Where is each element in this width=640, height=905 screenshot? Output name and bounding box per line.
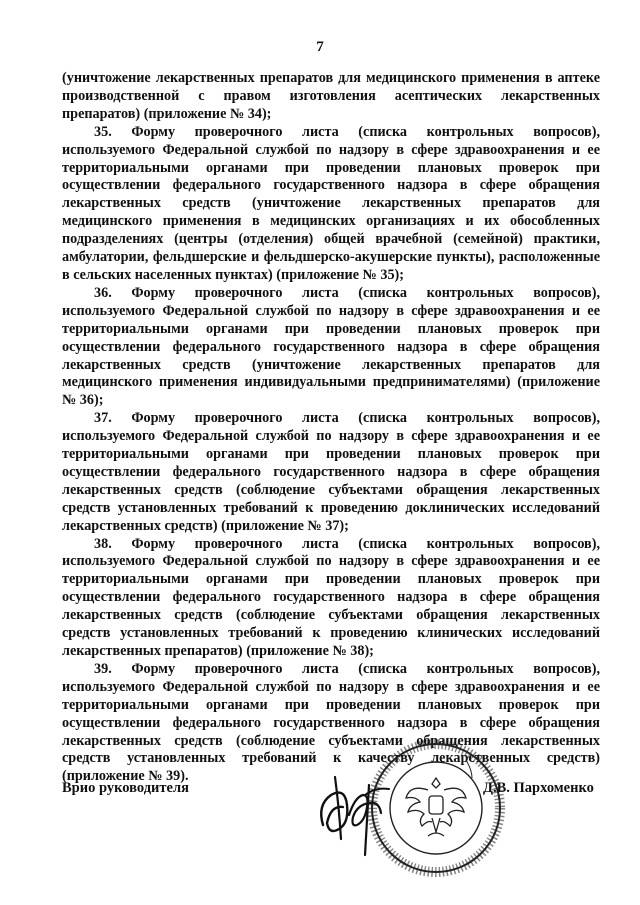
paragraph-35: 35. Форму проверочного листа (списка контрольных вопросов), используемого Федеральной службой по надзору в сфере здравоохранения и ее территориальными органами при проведении плановых проверок при осуществлении федерального государственного надзора в сфере обращения лекарственных средств (уничтожение лекарственных препаратов для медицинского применения в медицинских организациях и их обособленных подразделениях (центры (отделения) общей врачебной (семейной) практики, амбулатории, фельдшерские и фельдшерско-акушерские пункты), расположенные в сельских населенных пунктах) (приложение № 35); bbox=[62, 123, 600, 283]
handwritten-signature bbox=[305, 755, 415, 865]
paragraph-37: 37. Форму проверочного листа (списка контрольных вопросов), используемого Федеральной службой по надзору в сфере здравоохранения и ее территориальными органами при проведении плановых проверок при осуществлении федерального государственного надзора в сфере обращения лекарственных средств (соблюдение субъектами обращения лекарственных средств установленных требований к проведению доклинических исследований лекарственных средств) (приложение № 37); bbox=[62, 410, 600, 534]
document-body bbox=[62, 70, 600, 786]
signatory-name: Д.В. Пархоменко bbox=[483, 780, 594, 796]
paragraph-34-continuation: (уничтожение лекарственных препаратов для медицинского применения в аптеке производственной с правом изготовления асептических лекарственных препаратов) (приложение № 34); bbox=[62, 70, 600, 122]
paragraph-36: 36. Форму проверочного листа (списка контрольных вопросов), используемого Федеральной службой по надзору в сфере здравоохранения и ее территориальными органами при проведении плановых проверок при осуществлении федерального государственного надзора в сфере обращения лекарственных средств (уничтожение лекарственных препаратов для медицинского применения индивидуальными предпринимателями) (приложение № 36); bbox=[62, 284, 600, 409]
paragraph-39: 39. Форму проверочного листа (списка контрольных вопросов), используемого Федеральной службой по надзору в сфере здравоохранения и ее территориальными органами при проведении плановых проверок при осуществлении федерального государственного надзора в сфере обращения лекарственных средств (соблюдение субъектами обращения лекарственных средств установленных требований к качеству лекарственных средств) (приложение № 39). bbox=[62, 660, 600, 785]
signatory-role: Врио руководителя bbox=[62, 780, 189, 796]
page-number: 7 bbox=[316, 39, 324, 55]
signature-block bbox=[0, 760, 640, 900]
paragraph-38: 38. Форму проверочного листа (списка контрольных вопросов), используемого Федеральной службой по надзору в сфере здравоохранения и ее территориальными органами при проведении плановых проверок при осуществлении федерального государственного надзора в сфере обращения лекарственных средств (соблюдение субъектами обращения лекарственных средств установленных требований к проведению клинических исследований лекарственных препаратов) (приложение № 38); bbox=[62, 535, 600, 659]
eagle-emblem-icon bbox=[406, 778, 466, 836]
